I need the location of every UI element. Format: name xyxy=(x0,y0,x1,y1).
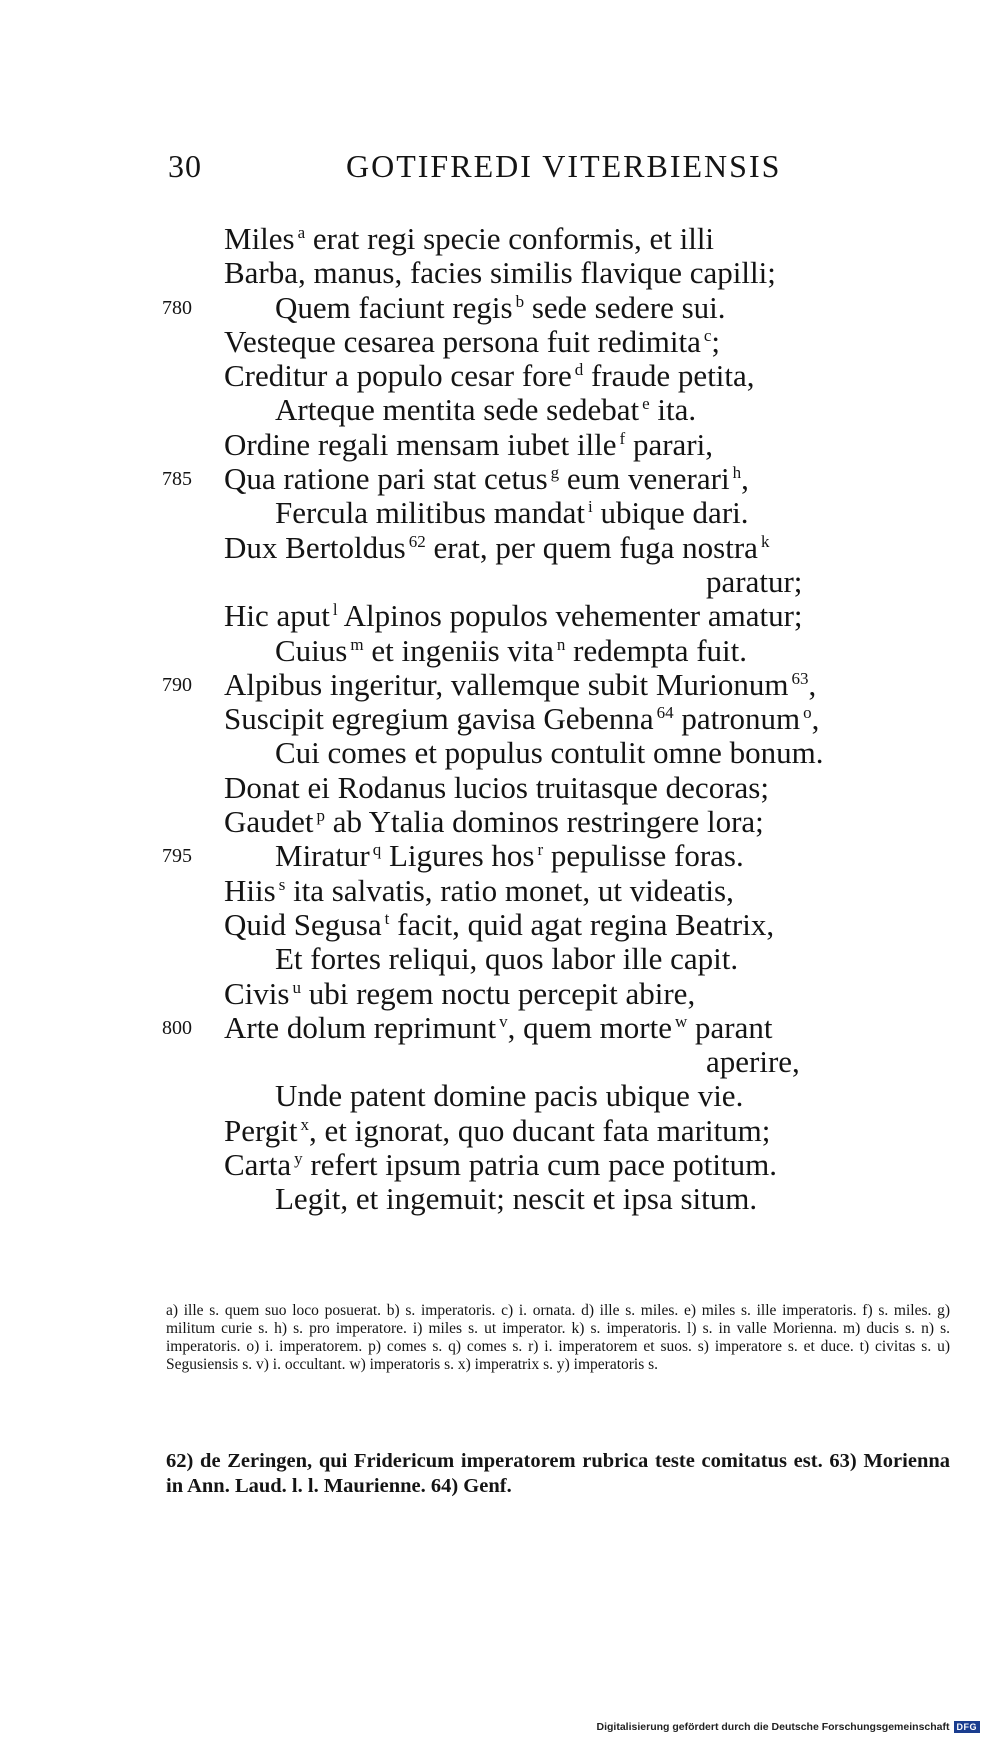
verse-text xyxy=(275,736,823,770)
verse-text xyxy=(706,1045,800,1079)
verse-segment: Dux Bertoldus xyxy=(224,529,406,565)
verse-text xyxy=(224,222,714,256)
verse-segment: Miles xyxy=(224,221,295,256)
line-number: 790 xyxy=(162,673,192,696)
verse-segment: eum venerari xyxy=(559,461,730,497)
digitization-note: Digitalisierung gefördert durch die Deutsche Forschungsgemeinschaft xyxy=(596,1721,950,1733)
note-marker: g xyxy=(550,463,560,483)
verse-line xyxy=(0,771,1000,805)
page-number: 30 xyxy=(168,148,202,184)
verse-line xyxy=(0,462,1000,496)
verse-line xyxy=(0,222,1000,256)
verse-segment: Fercula militibus mandat xyxy=(275,495,585,531)
variant-notes-text: a) ille s. quem suo loco posuerat. b) s. imperatoris. c) i. ornata. d) ille s. miles. e) miles s. ille imperatoris. f) s. miles. g) militum curie s. h) s. pro imperatore. i) miles s. ut imperator. k) s. imperatoris. l) s. in valle Morienna. m) ducis s. n) s. imperatoris. o) i. imperatorem. p) comes s. q) comes s. r) i. imperatorem et suos. s) imperatore s. et duce. t) civitas s. u) Segusiensis s. v) i. occultant. w) imperatoris s. x) imperatrix s. y) imperatoris s. xyxy=(166,1302,950,1373)
verse-segment: Cui comes et populus contulit omne bonum. xyxy=(275,735,824,771)
verse-text xyxy=(275,634,747,668)
verse-segment: Hic aput xyxy=(224,598,330,634)
verse-segment: parant xyxy=(687,1009,773,1045)
variant-notes xyxy=(166,1302,950,1374)
verse-text xyxy=(275,1079,743,1113)
note-marker: q xyxy=(372,840,382,860)
verse-segment: erat regi specie conformis, et illi xyxy=(305,221,715,256)
verse-line xyxy=(0,908,1000,942)
note-marker: a xyxy=(297,223,306,242)
verse-segment: ubique dari. xyxy=(592,495,749,531)
verse-line xyxy=(0,359,1000,393)
verse-line xyxy=(0,1079,1000,1113)
verse-line xyxy=(0,291,1000,325)
note-marker: r xyxy=(537,840,544,860)
verse-line xyxy=(0,1114,1000,1148)
verse-text xyxy=(275,496,749,530)
commentary-notes xyxy=(166,1449,950,1499)
verse-line xyxy=(0,874,1000,908)
verse-line xyxy=(0,977,1000,1011)
verse-segment: ita salvatis, ratio monet, ut videatis, xyxy=(285,872,734,908)
verse-text xyxy=(224,256,776,290)
verse-line xyxy=(0,531,1000,565)
note-marker: e xyxy=(642,394,650,414)
verse-segment: , xyxy=(808,666,817,702)
verse-segment: , et ignorat, quo ducant fata maritum; xyxy=(309,1112,771,1148)
verse-segment: Gaudet xyxy=(224,804,314,840)
verse-segment: Suscipit egregium gavisa Gebenna xyxy=(224,701,654,737)
note-marker: 63 xyxy=(791,668,809,688)
verse-segment: parari, xyxy=(625,426,713,462)
verse-text xyxy=(224,1114,770,1148)
verse-segment: Barba, manus, facies similis flavique capilli; xyxy=(224,255,776,291)
verse-line xyxy=(0,1182,1000,1216)
verse-segment: ; xyxy=(711,323,721,359)
verse-segment: Miratur xyxy=(275,838,370,874)
verse-segment: , xyxy=(811,701,820,737)
verse-line xyxy=(0,736,1000,770)
verse-segment: Carta xyxy=(224,1147,292,1183)
verse-line xyxy=(0,805,1000,839)
verse-text xyxy=(224,531,769,565)
verse-segment: sede sedere sui. xyxy=(524,289,726,325)
verse-text xyxy=(224,599,803,633)
verse-text xyxy=(224,359,755,393)
line-number: 800 xyxy=(162,1016,192,1039)
verse-segment: refert ipsum patria cum pace potitum. xyxy=(302,1147,777,1183)
verse-text xyxy=(224,702,819,736)
note-marker: i xyxy=(587,497,593,517)
verse-segment: Quem faciunt regis xyxy=(275,289,513,325)
verse-segment: facit, quid agat regina Beatrix, xyxy=(389,906,775,942)
verse-segment: ubi regem noctu percepit abire, xyxy=(300,975,696,1011)
verse-line xyxy=(0,1045,1000,1079)
verse-text xyxy=(224,462,749,496)
verse-text xyxy=(224,1148,777,1182)
verse-segment: Ordine regali mensam iubet ille xyxy=(224,426,617,462)
verse-segment: Ligures hos xyxy=(381,838,535,874)
line-number: 785 xyxy=(162,468,192,491)
verse-segment: Qua ratione pari stat cetus xyxy=(224,461,548,497)
verse-segment: et ingeniis vita xyxy=(363,632,554,668)
note-marker: 62 xyxy=(408,531,426,551)
verse-segment: paratur; xyxy=(706,563,803,599)
line-number: 780 xyxy=(162,296,192,319)
note-marker: w xyxy=(675,1011,688,1031)
verse-line xyxy=(0,1148,1000,1182)
note-marker: h xyxy=(732,463,742,483)
note-marker: c xyxy=(703,325,712,345)
note-marker: l xyxy=(332,600,338,620)
note-marker: s xyxy=(278,874,286,894)
verse-segment: Arteque mentita sede sedebat xyxy=(275,392,640,428)
note-marker: o xyxy=(803,703,812,723)
verse-segment: Creditur a populo cesar fore xyxy=(224,358,572,394)
verse-segment: Pergit xyxy=(224,1112,298,1148)
note-marker: p xyxy=(316,806,326,826)
verse-segment: , xyxy=(741,461,749,497)
note-marker: 64 xyxy=(656,703,674,723)
note-marker: u xyxy=(292,977,301,997)
verse-line xyxy=(0,496,1000,530)
verse-segment: redempta fuit. xyxy=(565,632,748,668)
note-marker: n xyxy=(556,634,566,654)
note-marker: t xyxy=(384,908,390,928)
note-marker: y xyxy=(294,1149,303,1169)
verse-segment: Alpinos populos vehementer amatur; xyxy=(337,598,803,634)
verse-segment: Donat ei Rodanus lucios truitasque decoras; xyxy=(224,769,769,805)
line-number: 795 xyxy=(162,845,192,868)
verse-text xyxy=(275,393,696,427)
note-marker: x xyxy=(300,1114,309,1134)
verse-segment: , quem morte xyxy=(507,1009,672,1045)
verse-segment: fraude petita, xyxy=(583,358,755,394)
verse-text xyxy=(275,942,738,976)
verse-segment: Hiis xyxy=(224,872,276,908)
verse-segment: erat, per quem fuga nostra xyxy=(425,529,758,565)
verse-text xyxy=(224,325,720,359)
digitization-credit xyxy=(597,1720,980,1734)
verse-segment: Et fortes reliqui, quos labor ille capit. xyxy=(275,941,739,977)
verse-segment: Alpibus ingeritur, vallemque subit Murionum xyxy=(224,666,789,702)
verse-line xyxy=(0,428,1000,462)
verse-segment: Vesteque cesarea persona fuit redimita xyxy=(224,323,701,359)
note-marker: k xyxy=(760,531,770,551)
verse-line xyxy=(0,325,1000,359)
verse-segment: patronum xyxy=(673,701,801,737)
verse-line xyxy=(0,1011,1000,1045)
page-header xyxy=(168,148,948,188)
verse-text xyxy=(224,977,695,1011)
note-marker: b xyxy=(515,291,525,311)
verse-segment: Cuius xyxy=(275,632,348,668)
note-marker: v xyxy=(499,1011,508,1031)
verse-segment: ita. xyxy=(649,392,697,428)
verse-line xyxy=(0,393,1000,427)
verse-text xyxy=(224,428,713,462)
verse-segment: Unde patent domine pacis ubique vie. xyxy=(275,1078,744,1114)
dfg-logo: DFG xyxy=(954,1721,981,1733)
verse-text xyxy=(275,839,744,873)
verse-line xyxy=(0,256,1000,290)
commentary-text: 62) de Zeringen, qui Fridericum imperatorem rubrica teste comitatus est. 63) Morienna in Ann. Laud. l. l. Maurienne. 64) Genf. xyxy=(166,1450,950,1497)
verse-text xyxy=(224,805,764,839)
verse-segment: Civis xyxy=(224,975,290,1011)
verse-text xyxy=(224,771,769,805)
verse-text xyxy=(224,908,774,942)
verse-line xyxy=(0,942,1000,976)
running-title: GOTIFREDI VITERBIENSIS xyxy=(346,148,782,184)
verse-text xyxy=(275,1182,757,1216)
poem-text xyxy=(0,222,1000,1217)
verse-text xyxy=(224,668,816,702)
verse-line xyxy=(0,668,1000,702)
verse-line xyxy=(0,702,1000,736)
note-marker: f xyxy=(619,428,626,448)
verse-text xyxy=(275,291,726,325)
note-marker: d xyxy=(574,360,584,380)
verse-line xyxy=(0,599,1000,633)
verse-segment: pepulisse foras. xyxy=(543,838,744,874)
verse-line xyxy=(0,839,1000,873)
verse-segment: aperire, xyxy=(706,1044,800,1080)
verse-segment: Quid Segusa xyxy=(224,906,382,942)
verse-segment: ab Ytalia dominos restringere lora; xyxy=(325,804,764,840)
note-marker: m xyxy=(350,634,364,654)
verse-text xyxy=(706,565,802,599)
verse-text xyxy=(224,874,734,908)
verse-text xyxy=(224,1011,773,1045)
verse-line xyxy=(0,565,1000,599)
verse-line xyxy=(0,634,1000,668)
verse-segment: Legit, et ingemuit; nescit et ipsa situm. xyxy=(275,1181,758,1217)
verse-segment: Arte dolum reprimunt xyxy=(224,1009,497,1045)
